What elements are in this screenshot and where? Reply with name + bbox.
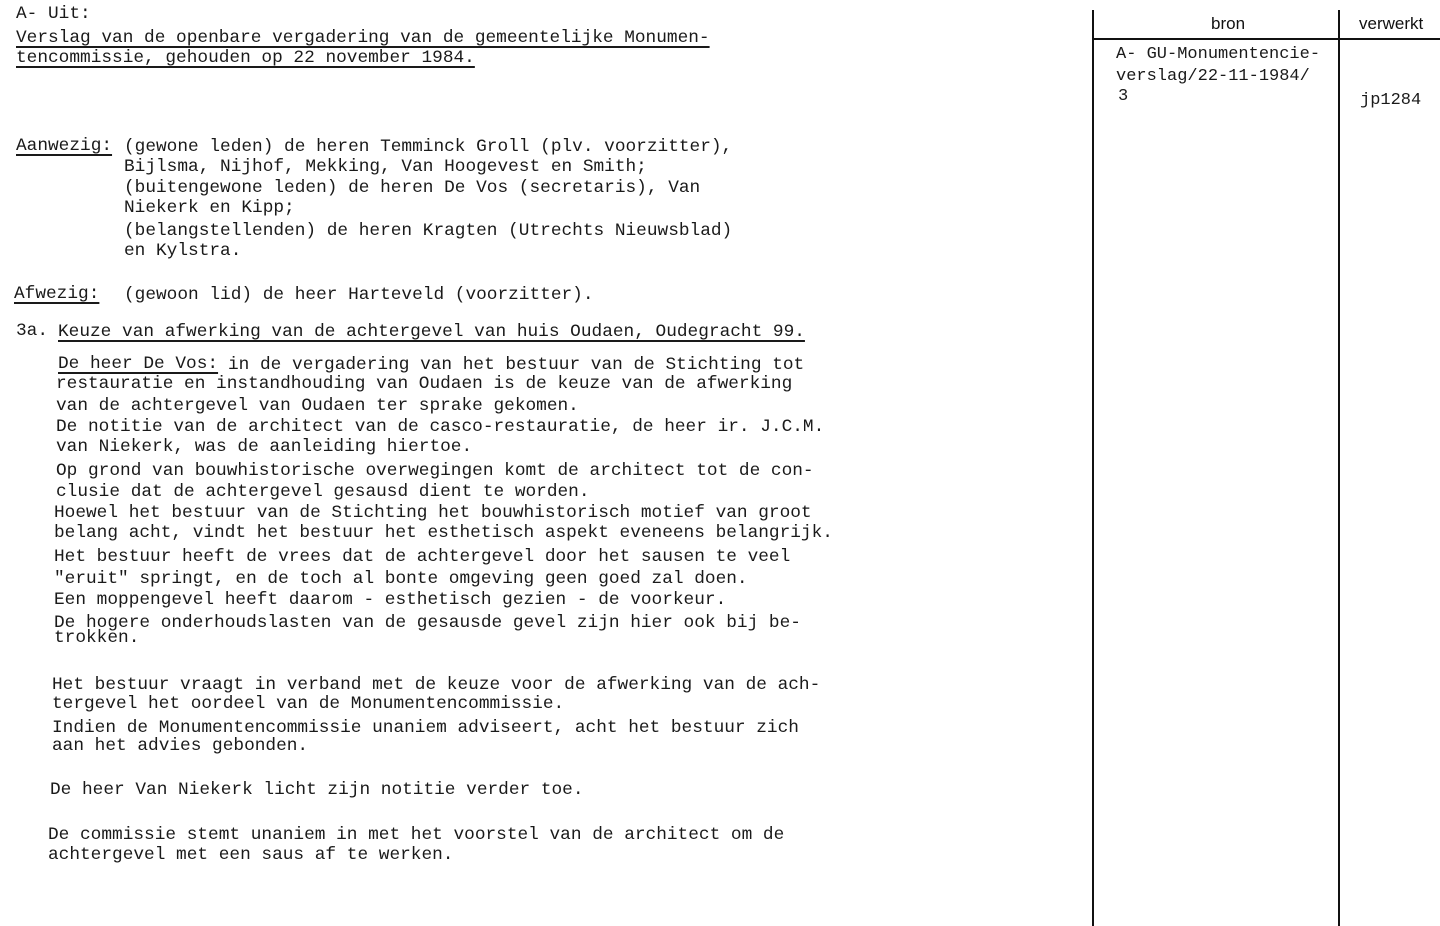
speaker-label: De heer De Vos:	[58, 354, 219, 374]
source-reference-line: A- GU-Monumentencie-	[1116, 45, 1321, 64]
item-line: clusie dat de achtergevel gesausd dient te worden.	[56, 482, 590, 502]
table-border-middle	[1338, 10, 1340, 926]
present-line: (buitengewone leden) de heren De Vos (secretaris), Van	[124, 178, 701, 198]
absent-text: (gewoon lid) de heer Harteveld (voorzitter).	[124, 285, 594, 305]
column-header-source: bron	[1211, 14, 1246, 33]
absent-label: Afwezig:	[14, 284, 100, 304]
item-line: Het bestuur vraagt in verband met de keuze voor de afwerking van de ach-	[52, 675, 821, 695]
present-label: Aanwezig:	[16, 136, 113, 156]
table-header-divider	[1092, 38, 1440, 40]
present-line: (belangstellenden) de heren Kragten (Utrechts Nieuwsblad)	[124, 221, 733, 241]
item-line: De heer Van Niekerk licht zijn notitie verder toe.	[50, 780, 584, 800]
item-line: Hoewel het bestuur van de Stichting het bouwhistorisch motief van groot	[54, 503, 812, 523]
source-prefix: A- Uit:	[16, 4, 91, 24]
item-line: De notitie van de architect van de casco-restauratie, de heer ir. J.C.M.	[56, 417, 825, 437]
item-line: Indien de Monumentencommissie unaniem adviseert, acht het bestuur zich	[52, 718, 799, 738]
item-line: De hogere onderhoudslasten van de gesausde gevel zijn hier ook bij be-	[54, 613, 801, 633]
item-number: 3a.	[16, 321, 49, 341]
processed-code: jp1284	[1360, 91, 1422, 110]
column-header-processed: verwerkt	[1359, 14, 1424, 33]
present-line: Niekerk en Kipp;	[124, 198, 295, 218]
source-reference-line: verslag/22-11-1984/	[1116, 67, 1310, 86]
table-border-left	[1092, 10, 1094, 926]
source-reference-line: 3	[1118, 87, 1129, 106]
present-line: (gewone leden) de heren Temminck Groll (plv. voorzitter),	[124, 137, 733, 157]
item-line: belang acht, vindt het bestuur het esthetisch aspekt eveneens belangrijk.	[54, 523, 833, 543]
item-line: tergevel het oordeel van de Monumentencommissie.	[52, 694, 565, 714]
item-line: "eruit" springt, en de toch al bonte omgeving geen goed zal doen.	[54, 569, 748, 589]
item-line: van de achtergevel van Oudaen ter sprake gekomen.	[56, 396, 579, 416]
present-line: en Kylstra.	[124, 241, 242, 261]
document-title-line-2: tencommissie, gehouden op 22 november 1984.	[16, 48, 475, 68]
document-title-line-1: Verslag van de openbare vergadering van de gemeentelijke Monumen-	[16, 28, 710, 48]
item-line: aan het advies gebonden.	[52, 736, 309, 756]
item-line: De commissie stemt unaniem in met het voorstel van de architect om de	[48, 825, 785, 845]
item-line: in de vergadering van het bestuur van de Stichting tot	[228, 355, 805, 375]
item-line: van Niekerk, was de aanleiding hiertoe.	[56, 437, 473, 457]
item-title: Keuze van afwerking van de achtergevel van huis Oudaen, Oudegracht 99.	[58, 322, 805, 342]
item-line: trokken.	[54, 628, 140, 648]
present-line: Bijlsma, Nijhof, Mekking, Van Hoogevest en Smith;	[124, 157, 647, 177]
item-line: Het bestuur heeft de vrees dat de achtergevel door het sausen te veel	[54, 547, 791, 567]
item-line: Een moppengevel heeft daarom - esthetisch gezien - de voorkeur.	[54, 590, 727, 610]
item-line: restauratie en instandhouding van Oudaen is de keuze van de afwerking	[56, 374, 793, 394]
item-line: Op grond van bouwhistorische overwegingen komt de architect tot de con-	[56, 461, 814, 481]
item-line: achtergevel met een saus af te werken.	[48, 845, 454, 865]
